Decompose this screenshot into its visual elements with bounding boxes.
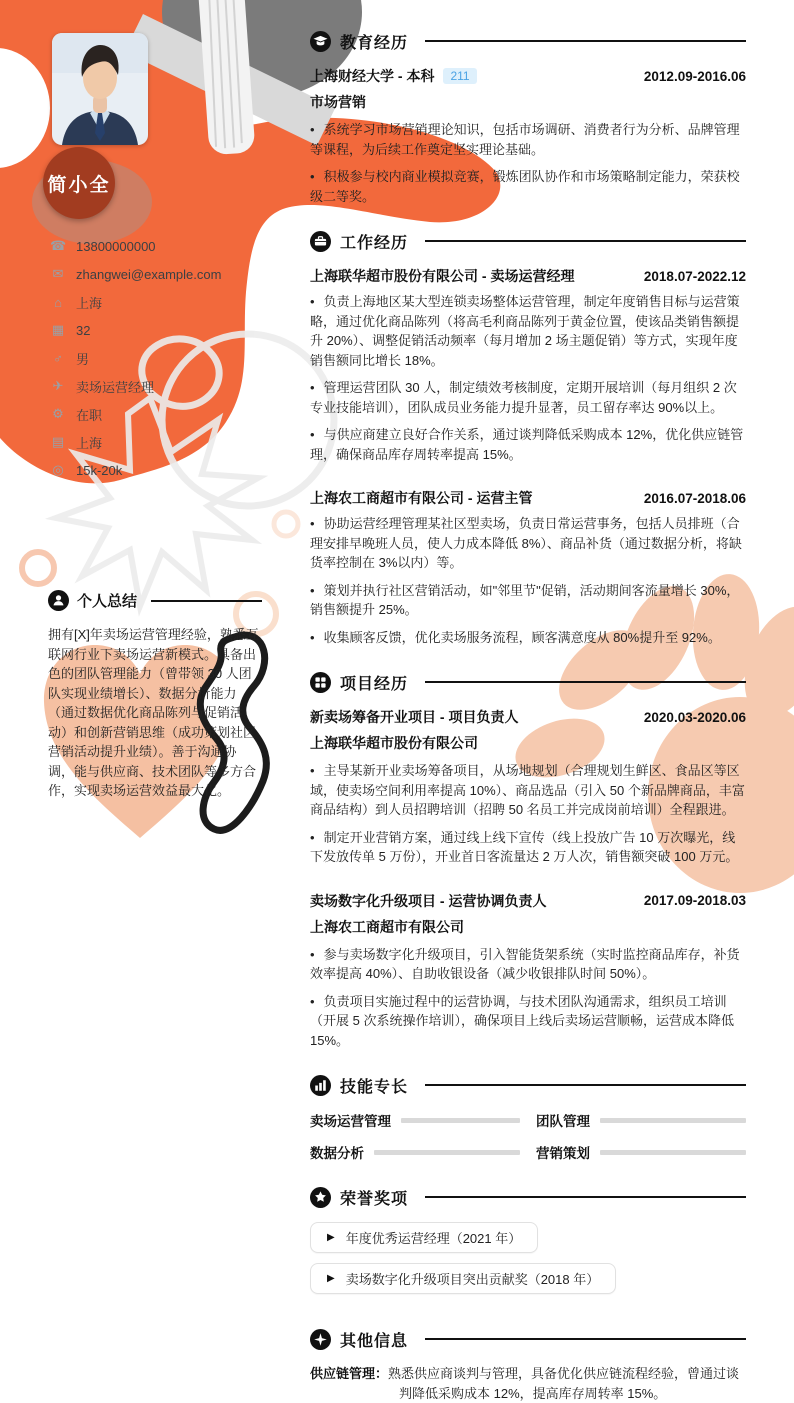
education-bullet: • 积极参与校内商业模拟竞赛，锻炼团队协作和市场策略制定能力，荣获校级二等奖。 [310, 167, 746, 206]
summary-header [48, 590, 262, 611]
target-position-icon: ✈ [52, 378, 64, 393]
job-bullet: • 收集顾客反馈，优化卖场服务流程，顾客满意度从 80%提升至 92%。 [310, 628, 746, 648]
contact-value: 卖场运营经理 [76, 379, 155, 395]
gender-icon: ♂ [53, 350, 63, 366]
skill-bar-track [374, 1150, 520, 1155]
skill-item [536, 1142, 746, 1162]
contact-value: 上海 [76, 435, 103, 451]
project-company: 上海联华超市股份有限公司 [310, 735, 478, 751]
project-company: 上海农工商超市有限公司 [310, 918, 464, 935]
age-calendar-icon: ▦ [51, 322, 65, 337]
work-section-title: 工作经历 [340, 234, 409, 252]
job-title: 上海农工商超市有限公司 - 运营主管 [310, 490, 533, 506]
contact-status [50, 400, 280, 428]
badge-211: 211 [443, 68, 476, 84]
job-date: 2016.07-2018.06 [643, 490, 746, 506]
section-rule [425, 1196, 746, 1198]
skills-section-title: 技能专长 [340, 1078, 409, 1096]
summary-rule [151, 600, 262, 602]
candidate-name [43, 147, 115, 219]
project-entry [310, 891, 746, 911]
graduation-cap-icon [310, 31, 331, 52]
profile-photo [52, 33, 148, 145]
skill-grid [310, 1110, 746, 1162]
section-rule [425, 240, 746, 242]
project-title: 卖场数字化升级项目 - 运营协调负责人 [310, 892, 547, 909]
award-pill [310, 1222, 538, 1253]
email-icon: ✉ [52, 266, 64, 281]
projects-section-header [310, 671, 746, 693]
summary-title: 个人总结 [77, 593, 138, 610]
summary-section [48, 590, 262, 801]
award-list [310, 1222, 746, 1304]
medal-icon [310, 1187, 331, 1208]
skill-name: 卖场运营管理 [310, 1114, 391, 1129]
school-name [310, 66, 477, 86]
project-bullet: • 负责项目实施过程中的运营协调，与技术团队沟通需求，组织员工培训（开展 5 次系统操作培训），确保项目上线后卖场运营顺畅，运营成本降低 15%。 [310, 992, 746, 1051]
contact-gender [50, 344, 280, 372]
other-section-header [310, 1328, 746, 1350]
other-info-text [310, 1364, 746, 1403]
home-icon: ⌂ [54, 294, 62, 310]
contact-company-city [50, 428, 280, 456]
contact-age [50, 316, 280, 344]
other-info-label: 供应链管理： [310, 1366, 389, 1381]
project-date: 2017.09-2018.03 [643, 893, 746, 908]
grid-projects-icon [310, 672, 331, 693]
job-entry [310, 488, 746, 508]
skill-bar-track [600, 1118, 746, 1123]
briefcase-icon [310, 231, 331, 252]
project-title: 新卖场筹备开业项目 - 项目负责人 [310, 709, 519, 725]
section-rule [425, 681, 746, 683]
education-date: 2012.09-2016.06 [643, 68, 746, 84]
education-bullet: • 系统学习市场营销理论知识，包括市场调研、消费者行为分析、品牌管理等课程，为后续工作奠定坚实理论基础。 [310, 120, 746, 159]
contact-value: 13800000000 [76, 238, 156, 254]
skill-item [310, 1142, 520, 1162]
contact-phone [50, 232, 280, 260]
education-section-title: 教育经历 [340, 34, 409, 52]
contact-value: 男 [76, 351, 90, 367]
contact-salary [50, 456, 280, 484]
award-text: 卖场数字化升级项目突出贡献奖（2018 年） [345, 1272, 600, 1287]
skill-bar-track [600, 1150, 746, 1155]
summary-text: 拥有[X]年卖场运营管理经验，熟悉互联网行业下卖场运营新模式。具备出色的团队管理能力（曾带领 30 人团队实现业绩增长）、数据分析能力（通过数据优化商品陈列与促销活动）和创新营销思维（成功策划社区营销活动提升业绩）。善于沟通协调，能与供应商、技术团队等多方合作，实现卖场运营效益最大化。 [48, 627, 259, 798]
salary-icon: ◎ [52, 462, 64, 477]
project-bullet: • 参与卖场数字化升级项目，引入智能货架系统（实时监控商品库存，补货效率提高 40%）、自助收银设备（减少收银排队时间 50%）。 [310, 945, 746, 984]
contact-value: 15k-20k [76, 462, 123, 478]
work-section-header [310, 230, 746, 252]
play-icon: ▶ [327, 1232, 335, 1243]
job-bullet: • 协助运营经理管理某社区型卖场，负责日常运营事务，包括人员排班（合理安排早晚班人员，使人力成本降低 8%）、商品补货（通过数据分析，将缺货率控制在 3%以内）等。 [310, 514, 746, 573]
job-bullet: • 策划并执行社区营销活动，如"邻里节"促销，活动期间客流量增长 30%，销售额提升 25%。 [310, 581, 746, 620]
job-bullet: • 与供应商建立良好合作关系，通过谈判降低采购成本 12%，优化供应链管理，确保商品库存周转率提高 15%。 [310, 425, 746, 464]
project-bullet: • 主导某新开业卖场筹备项目，从场地规划（合理规划生鲜区、食品区等区域，使卖场空间利用率提高 10%）、商品选品（引入 50 个新品牌商品，丰富商品结构）到人员招聘培训（招聘 50 名员工并完成岗前培训）全程跟进。 [310, 761, 746, 820]
awards-section-header [310, 1186, 746, 1208]
section-rule [425, 40, 746, 42]
skill-item [310, 1110, 520, 1130]
award-pill [310, 1263, 616, 1294]
person-icon [48, 590, 69, 611]
contact-value: zhangwei@example.com [76, 266, 222, 282]
education-section-header [310, 30, 746, 52]
awards-section-title: 荣誉奖项 [340, 1190, 409, 1208]
bar-chart-icon [310, 1075, 331, 1096]
skill-name: 团队管理 [536, 1114, 590, 1129]
school-degree: 上海财经大学 - 本科 [310, 68, 435, 84]
main-column [310, 30, 746, 1403]
contact-value: 上海 [76, 295, 103, 311]
job-entry [310, 266, 746, 286]
skill-item [536, 1110, 746, 1130]
contact-value: 32 [76, 322, 91, 338]
company-city-icon: ▤ [51, 434, 65, 449]
major: 市场营销 [310, 94, 366, 110]
skill-name: 营销策划 [536, 1146, 590, 1161]
play-icon: ▶ [327, 1273, 335, 1284]
candidate-name-text: 简小全 [47, 174, 111, 196]
job-date: 2018.07-2022.12 [643, 268, 746, 284]
contact-list [50, 232, 280, 484]
job-bullet: • 管理运营团队 30 人，制定绩效考核制度，定期开展培训（每月组织 2 次专业技能培训），团队成员业务能力提升显著，员工留存率达 90%以上。 [310, 378, 746, 417]
project-date: 2020.03-2020.06 [643, 709, 746, 725]
project-entry [310, 707, 746, 727]
section-rule [425, 1084, 746, 1086]
job-status-icon: ⚙ [52, 406, 64, 421]
contact-position [50, 372, 280, 400]
project-bullet: • 制定开业营销方案，通过线上线下宣传（线上投放广告 10 万次曝光，线下发放传单 5 万份），开业首日客流量达 2 万人次，销售额突破 100 万元。 [310, 828, 746, 867]
phone-icon: ☎ [50, 238, 67, 253]
section-rule [425, 1338, 746, 1340]
skill-bar-track [401, 1118, 520, 1123]
skills-section-header [310, 1074, 746, 1096]
contact-city [50, 288, 280, 316]
job-bullet: • 负责上海地区某大型连锁卖场整体运营管理，制定年度销售目标与运营策略，通过优化商品陈列（将高毛利商品陈列于黄金位置，使该品类销售额提升 20%）、调整促销活动频率（每月增加 2 场主题促销）等方式，实现年度销售额同比增长 18%。 [310, 292, 746, 370]
projects-section-title: 项目经历 [340, 675, 409, 693]
job-title: 上海联华超市股份有限公司 - 卖场运营经理 [310, 268, 575, 284]
contact-value: 在职 [76, 407, 103, 423]
contact-email [50, 260, 280, 288]
other-section-title: 其他信息 [340, 1332, 409, 1350]
other-info-value: 熟悉供应商谈判与管理，具备优化供应链流程经验，曾通过谈判降低采购成本 12%，提高库存周转率 15%。 [388, 1366, 740, 1401]
education-entry [310, 66, 746, 86]
sparkle-icon [310, 1329, 331, 1350]
skill-name: 数据分析 [310, 1146, 364, 1161]
award-text: 年度优秀运营经理（2021 年） [345, 1231, 522, 1246]
